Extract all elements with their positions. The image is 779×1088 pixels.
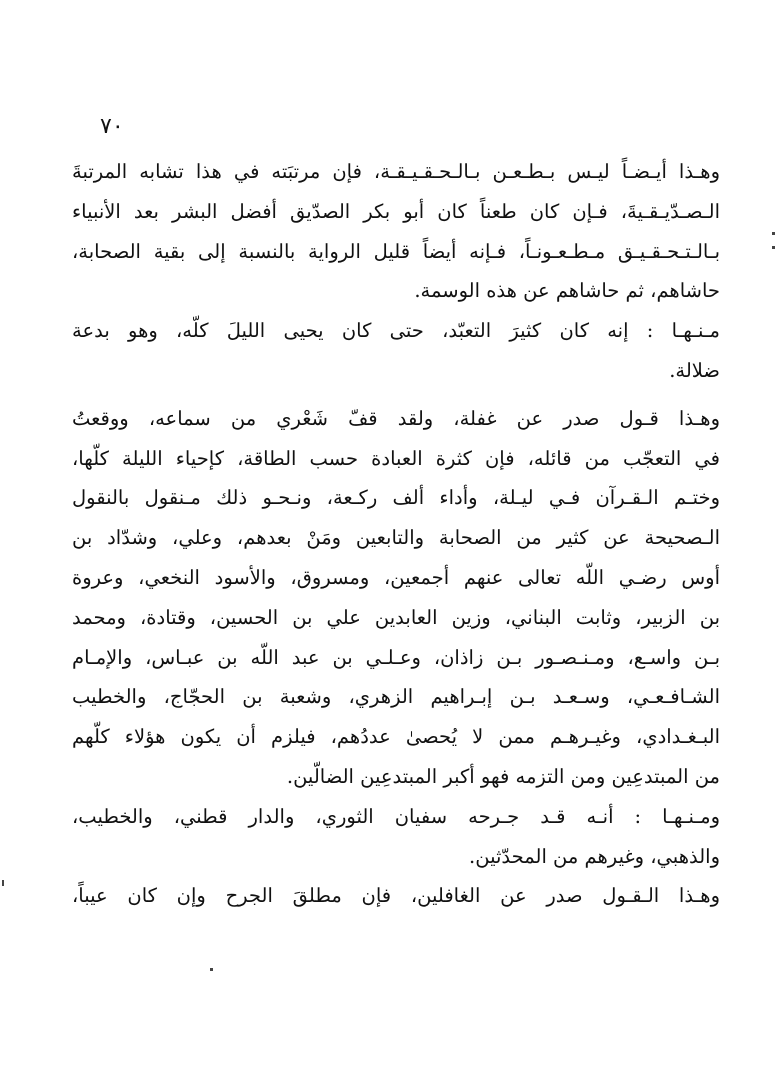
text-line: وهـذا قـول صدر عن غفلة، ولقد قفّ شَعْري من سماعه، ووقعتُ [72, 406, 720, 430]
text-line: بن الزبير، وثابت البناني، وزين العابدين علي بن الحسين، وقتادة، ومحمد [72, 605, 720, 629]
text-line: وهـذا أيـضـاً ليـس بـطـعـن بـالـحـقـيـقـة، فإن مرتبَته في هذا تشابه المرتبةَ [72, 160, 720, 183]
text-line: ضلالة. [669, 358, 720, 382]
text-line: والذهبي، وغيرهم من المحدّثين. [469, 844, 720, 868]
text-line: حاشاهم، ثم حاشاهم عن هذه الوسمة. [414, 279, 720, 303]
text-line: الـصحيحة عن كثير من الصحابة والتابعين ومَنْ بعدهم، وعلي، وشدّاد بن [72, 526, 720, 550]
body-text [72, 152, 720, 916]
text-line: في التعجّب من قائله، فإن كثرة العبادة حسب الطاقة، كإحياء الليلة كلّها، [72, 446, 720, 470]
text-line: أوس رضـي اللّه تعالى عنهم أجمعين، ومسروق، والأسود النخعي، وعروة [72, 565, 720, 589]
scan-speck [2, 880, 4, 886]
scan-speck [772, 232, 775, 235]
text-line: البـغـدادي، وغيـرهـم ممن لا يُحصىٰ عددُهم، فيلزم أن يكون هؤلاء كلّهم [72, 725, 720, 749]
text-line: وختـم الـقـرآن فـي ليـلة، وأداء ألف ركـعة، ونـحـو ذلك مـنقول بالنقول [72, 486, 720, 510]
text-line: الشـافـعـي، وسـعـد بـن إبـراهيم الزهري، وشعبة بن الحجّاج، والخطيب [72, 685, 720, 709]
page-number: ٧٠ [100, 114, 124, 139]
text-line: مـنـهـا : إنه كان كثيرَ التعبّد، حتى كان يحيى الليلَ كلّه، وهو بدعة [72, 319, 720, 343]
text-line: ومـنـهـا : أنـه قـد جـرحه سفيان الثوري، والدار قطني، والخطيب، [72, 804, 720, 828]
text-line: وهـذا الـقـول صدر عن الغافلين، فإن مطلقَ الجرح وإن كان عيباً، [72, 884, 720, 908]
text-line: من المبتدعِين ومن التزمه فهو أكبر المبتدعِين الضالّين. [286, 764, 720, 788]
text-line: بـن واسـع، ومـنـصـور بـن زاذان، وعـلـي بن عبد اللّه بن عبـاس، والإمـام [72, 645, 720, 669]
scan-speck [772, 246, 775, 249]
scan-speck [210, 968, 213, 971]
text-line: الـصـدّيـقـيةَ، فـإن كان طعناً كان أبو بكر الصدّيق أفضل البشر بعد الأنبياء [72, 199, 720, 223]
text-line: بـالـتـحـقـيـق مـطـعـونـاً، فـإنه أيضاً قليل الرواية بالنسبة إلى بقية الصحابة، [72, 239, 720, 263]
